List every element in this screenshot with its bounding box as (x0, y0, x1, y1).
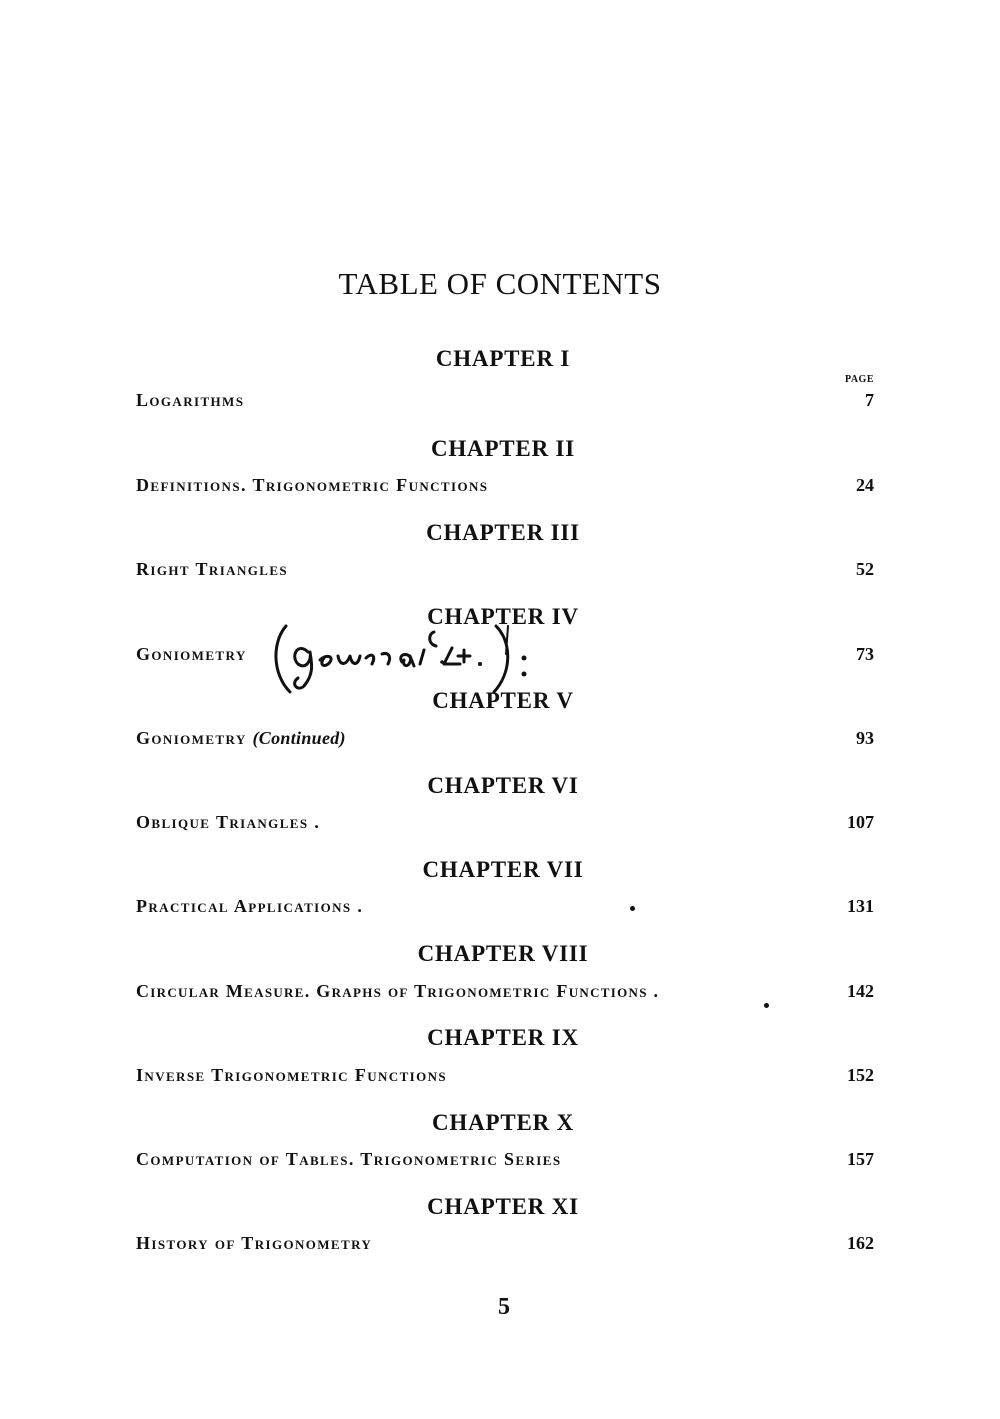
chapter-heading: CHAPTER III (426, 520, 580, 545)
chapter-heading: CHAPTER X (431, 1110, 574, 1135)
toc-entry-page: 152 (847, 1065, 874, 1085)
toc-entry-title: Practical Applications . (136, 896, 364, 916)
toc-entry-title: Goniometry (136, 644, 247, 664)
toc-entry-page: 131 (847, 896, 874, 916)
chapter-heading: CHAPTER VIII (417, 941, 589, 966)
toc-entry-title-suffix: (Continued) (252, 728, 346, 748)
chapter-heading: CHAPTER II (430, 436, 576, 461)
page-title: TABLE OF CONTENTS (338, 266, 662, 301)
toc-entry-page: 142 (847, 981, 874, 1001)
stray-mark (764, 1003, 769, 1008)
toc-entry-title: Computation of Tables. Trigonometric Series (136, 1149, 562, 1169)
chapter-heading: CHAPTER IX (427, 1025, 579, 1050)
chapter-heading: CHAPTER IV (427, 604, 579, 629)
page-number: 5 (498, 1294, 510, 1320)
toc-entry-title: Circular Measure. Graphs of Trigonometric Functions . (136, 981, 660, 1001)
page-column-label: PAGE (844, 374, 874, 385)
chapter-heading: CHAPTER V (432, 688, 574, 713)
toc-entry-page: 7 (865, 390, 874, 410)
toc-entry-page: 73 (856, 644, 874, 664)
stray-mark (630, 906, 635, 911)
chapter-heading: CHAPTER I (435, 346, 571, 371)
toc-entry-title: Oblique Triangles . (136, 812, 321, 832)
chapter-heading: CHAPTER VII (422, 857, 584, 882)
chapter-heading: CHAPTER XI (427, 1194, 579, 1219)
toc-entry-title-main: Goniometry (136, 728, 247, 748)
toc-entry-page: 93 (856, 728, 874, 748)
toc-entry-title (136, 728, 346, 749)
toc-entry-title: Right Triangles (136, 559, 289, 579)
toc-entry-page: 24 (856, 475, 874, 495)
toc-entry-page: 162 (847, 1233, 874, 1253)
toc-entry-title: Inverse Trigonometric Functions (136, 1065, 448, 1085)
chapter-heading: CHAPTER VI (427, 773, 579, 798)
toc-entry-title: Logarithms (136, 390, 245, 410)
toc-entry-page: 107 (847, 812, 874, 832)
toc-entry-title: Definitions. Trigonometric Functions (136, 475, 489, 495)
toc-entry-title: History of Trigonometry (136, 1233, 373, 1253)
toc-entry-page: 52 (856, 559, 874, 579)
toc-entry-page: 157 (847, 1149, 874, 1169)
